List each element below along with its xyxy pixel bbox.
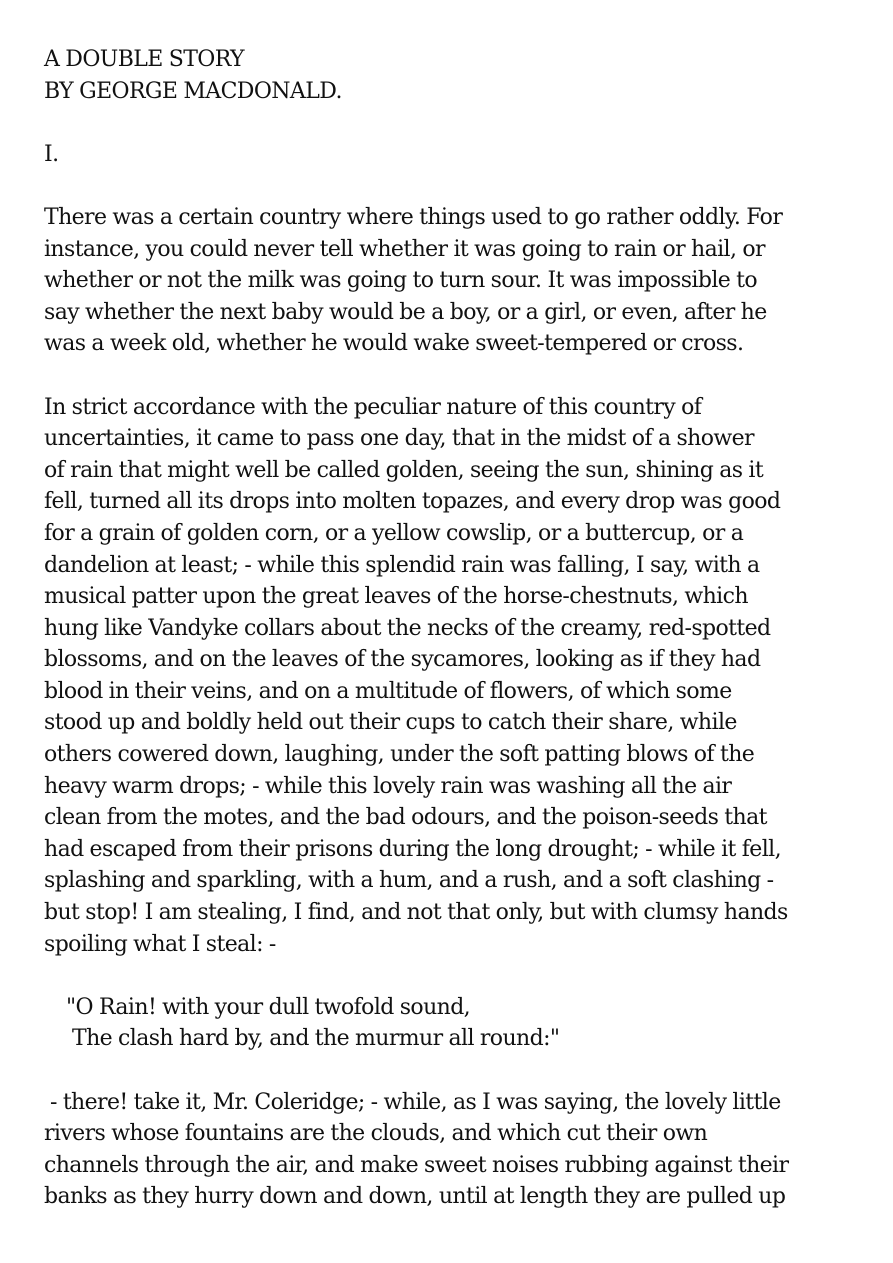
- text-line: heavy warm drops; - while this lovely rain was washing all the air: [44, 773, 732, 799]
- text-line: of rain that might well be called golden, seeing the sun, shining as it: [44, 457, 764, 483]
- text-line: rivers whose fountains are the clouds, and which cut their own: [44, 1121, 708, 1147]
- text-line: fell, turned all its drops into molten topazes, and every drop was good: [44, 489, 781, 515]
- blank-line: [44, 360, 864, 392]
- text-line: was a week old, whether he would wake sweet-tempered or cross.: [44, 331, 744, 357]
- verse-line: The clash hard by, and the murmur all round:": [72, 1026, 560, 1052]
- paragraph-1: [44, 202, 864, 360]
- paragraph-3: [44, 1087, 864, 1213]
- verse-line: "O Rain! with your dull twofold sound,: [66, 994, 471, 1020]
- text-line: but stop! I am stealing, I find, and not that only, but with clumsy hands: [44, 900, 788, 926]
- blank-line: [44, 960, 864, 992]
- blank-line: [44, 107, 864, 139]
- text-line: uncertainties, it came to pass one day, that in the midst of a shower: [44, 426, 754, 452]
- blank-line: [44, 1055, 864, 1087]
- paragraph-2: [44, 392, 864, 961]
- text-line: whether or not the milk was going to turn sour. It was impossible to: [44, 268, 758, 294]
- story-author: BY GEORGE MACDONALD.: [44, 78, 342, 104]
- text-line: hung like Vandyke collars about the necks of the creamy, red-spotted: [44, 615, 771, 641]
- text-line: - there! take it, Mr. Coleridge; - while, as I was saying, the lovely little: [44, 1089, 781, 1115]
- text-line: clean from the motes, and the bad odours, and the poison-seeds that: [44, 805, 767, 831]
- text-line: others cowered down, laughing, under the soft patting blows of the: [44, 742, 755, 768]
- text-line: dandelion at least; - while this splendid rain was falling, I say, with a: [44, 552, 760, 578]
- text-line: instance, you could never tell whether it was going to rain or hail, or: [44, 236, 765, 262]
- text-line: blood in their veins, and on a multitude of flowers, of which some: [44, 678, 732, 704]
- text-line: There was a certain country where things used to go rather oddly. For: [44, 204, 783, 230]
- story-title: A DOUBLE STORY: [44, 47, 244, 72]
- text-line: musical patter upon the great leaves of the horse-chestnuts, which: [44, 584, 748, 610]
- text-line: spoiling what I steal: -: [44, 931, 276, 957]
- text-line: channels through the air, and make sweet noises rubbing against their: [44, 1152, 789, 1178]
- text-line: blossoms, and on the leaves of the sycamores, looking as if they had: [44, 647, 761, 673]
- text-line: In strict accordance with the peculiar nature of this country of: [44, 394, 702, 420]
- text-line: say whether the next baby would be a boy, or a girl, or even, after he: [44, 299, 767, 325]
- document-page: [44, 44, 864, 1213]
- text-line: for a grain of golden corn, or a yellow cowslip, or a buttercup, or a: [44, 520, 744, 546]
- text-line: splashing and sparkling, with a hum, and a rush, and a soft clashing -: [44, 868, 774, 894]
- text-line: had escaped from their prisons during the long drought; - while it fell,: [44, 836, 781, 862]
- text-line: banks as they hurry down and down, until at length they are pulled up: [44, 1184, 786, 1210]
- blank-line: [44, 170, 864, 202]
- verse-quote: [44, 992, 864, 1055]
- chapter-number: I.: [44, 141, 59, 167]
- text-line: stood up and boldly held out their cups to catch their share, while: [44, 710, 737, 736]
